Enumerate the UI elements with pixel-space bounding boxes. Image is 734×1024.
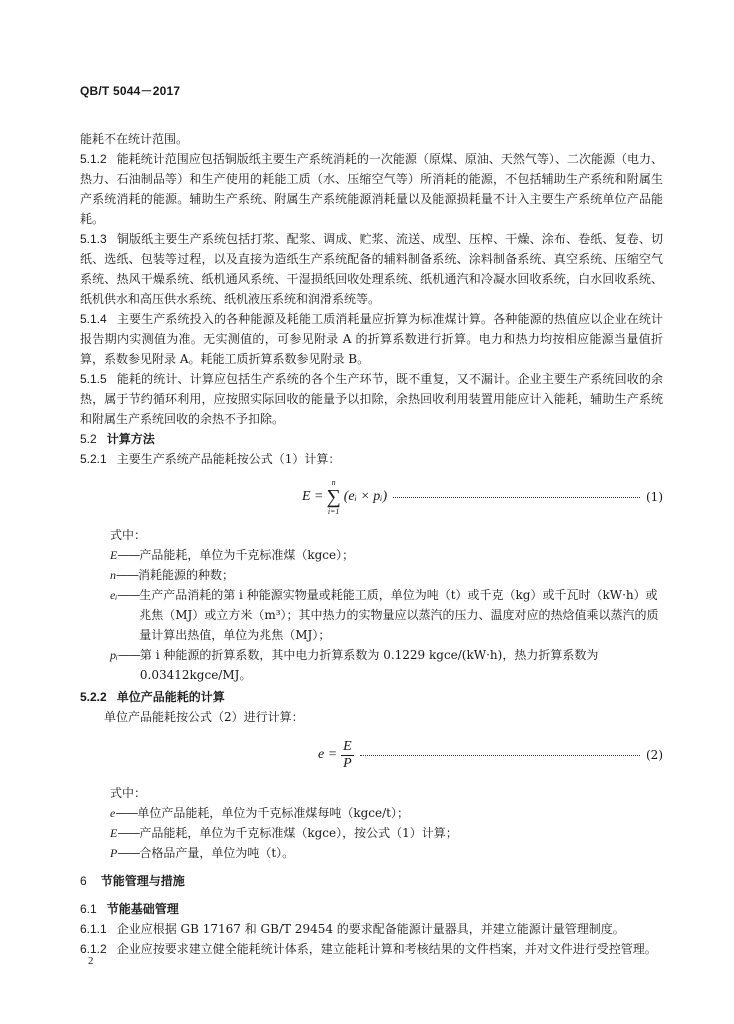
section-number: 5.2 xyxy=(80,432,97,446)
definition-dash: —— xyxy=(115,806,138,820)
formula-1-rhs: (eᵢ × pᵢ) xyxy=(343,489,388,504)
clause-6-1-2 xyxy=(80,939,663,959)
leader-dots xyxy=(360,754,640,756)
formula-1-number: (1) xyxy=(646,490,663,504)
where-block-1 xyxy=(110,525,663,685)
clause-text: 企业应根据 GB 17167 和 GB/T 29454 的要求配备能源计量器具，并建立能源计量管理制度。 xyxy=(116,922,625,936)
definition-item xyxy=(110,645,663,685)
definition-item xyxy=(110,803,663,823)
clause-5-1-2 xyxy=(80,149,663,229)
clause-number: 6.1.1 xyxy=(80,922,107,936)
definition-dash: —— xyxy=(117,846,140,860)
clause-5-2-1 xyxy=(80,449,663,469)
section-5-2-heading xyxy=(80,429,663,449)
summation-symbol: n ∑ i=1 xyxy=(326,478,341,516)
definition-text: 合格品产量，单位为吨（t）。 xyxy=(139,846,295,860)
clause-number: 5.1.5 xyxy=(80,372,107,386)
definition-item xyxy=(110,823,663,843)
formula-2-number: (2) xyxy=(646,748,663,762)
definition-dash: —— xyxy=(117,648,140,662)
formula-2 xyxy=(80,733,663,777)
clause-number: 5.1.2 xyxy=(80,152,107,166)
clause-5-1-4 xyxy=(80,309,663,369)
clause-text: 企业应按要求建立健全能耗统计体系，建立能耗计算和考核结果的文件档案，并对文件进行受控管理。 xyxy=(116,942,657,956)
formula-2-lhs: e = xyxy=(318,747,338,762)
definitions-list-1 xyxy=(110,545,663,685)
where-label: 式中： xyxy=(110,528,147,542)
definition-symbol: E xyxy=(110,548,118,562)
formula-1-lhs: E = xyxy=(302,489,324,504)
clause-text: 主要生产系统投入的各种能源及耗能工质消耗量应折算为标准煤计算。各种能源的热值应以企业在统计报告期内实测值为准。无实测值的，可参见附录 A 的折算系数进行折算。电力和热力均按相应能源当量值折算，系数参见附录 A。耗能工质折算系数参见附录 B。 xyxy=(80,312,663,366)
clause-number: 6.1.2 xyxy=(80,942,107,956)
definition-symbol: n xyxy=(110,568,116,582)
clause-text: 铜版纸主要生产系统包括打浆、配浆、调成、贮浆、流送、成型、压榨、干燥、涂布、卷纸、复卷、切纸、选纸、包装等过程，以及直接为造纸生产系统配备的辅料制备系统、涂料制备系统、真空系统、压缩空气系统、热风干燥系统、纸机通风系统、干湿损纸回收处理系统、纸机通汽和冷凝水回收系统，白水回收系统、纸机供水和高压供水系统、纸机液压系统和润滑系统等。 xyxy=(80,232,663,306)
definition-symbol: eᵢ xyxy=(110,588,118,602)
where-label: 式中： xyxy=(110,786,147,800)
clause-text: 能耗的统计、计算应包括生产系统的各个生产环节，既不重复，又不漏计。企业主要生产系统回收的余热，属于节约循环利用，应按照实际回收的能量予以扣除，余热回收利用装置用能应计入能耗，辅助生产系统和附属生产系统回收的余热不予扣除。 xyxy=(80,372,663,426)
section-title: 计算方法 xyxy=(106,432,155,446)
formula-1-expression xyxy=(302,478,387,516)
page-content xyxy=(80,129,663,959)
section-6-1-heading xyxy=(80,899,663,919)
formula-1 xyxy=(80,475,663,519)
leader-dots xyxy=(393,496,640,498)
definition-text: 第 i 种能源的折算系数，其中电力折算系数为 0.1229 kgce/(kW·h)，热力折算系数为 0.03412kgce/MJ。 xyxy=(139,648,599,682)
definition-item xyxy=(110,545,663,565)
definition-symbol: e xyxy=(110,806,116,820)
fraction xyxy=(341,739,354,772)
definition-text: 单位产品能耗，单位为千克标准煤每吨（kgce/t）； xyxy=(137,806,409,820)
intro-paragraph: 能耗不在统计范围。 xyxy=(80,132,189,146)
sum-lower-limit: i=1 xyxy=(327,507,340,516)
definition-symbol: E xyxy=(110,826,118,840)
definition-item xyxy=(110,843,663,863)
definition-dash: —— xyxy=(117,588,140,602)
clause-5-1-5 xyxy=(80,369,663,429)
definition-dash: —— xyxy=(117,548,140,562)
clause-text: 主要生产系统产品能耗按公式（1）计算： xyxy=(116,452,341,466)
fraction-numerator: E xyxy=(343,738,352,754)
clause-5-2-2-text: 单位产品能耗按公式（2）进行计算： xyxy=(104,710,304,724)
definition-text: 产品能耗，单位为千克标准煤（kgce）； xyxy=(139,548,355,562)
section-number: 6 xyxy=(80,874,87,888)
definition-dash: —— xyxy=(117,826,140,840)
sum-upper-limit: n xyxy=(331,478,336,487)
definition-dash: —— xyxy=(116,568,138,582)
standard-code-header: QB/T 5044－2017 xyxy=(80,84,181,98)
clause-5-1-3 xyxy=(80,229,663,309)
page-number: 2 xyxy=(88,955,94,967)
definition-symbol: pᵢ xyxy=(110,648,118,662)
section-number: 6.1 xyxy=(80,902,97,916)
clause-number: 5.2.2 xyxy=(80,690,107,704)
section-title: 节能管理与措施 xyxy=(100,874,185,888)
clause-number: 5.1.3 xyxy=(80,232,107,246)
section-title: 节能基础管理 xyxy=(106,902,179,916)
clause-title: 单位产品能耗的计算 xyxy=(116,690,225,704)
clause-6-1-1 xyxy=(80,919,663,939)
definition-text: 消耗能源的种数； xyxy=(138,568,235,582)
definition-symbol: P xyxy=(110,846,118,860)
definition-text: 生产产品消耗的第 i 种能源实物量或耗能工质，单位为吨（t）或千克（kg）或千瓦时（kW·h）或兆焦（MJ）或立方米（m³）；其中热力的实物量应以蒸汽的压力、温度对应的热焓值乘以蒸汽的质量计算出热值，单位为兆焦（MJ）； xyxy=(139,588,659,642)
clause-text: 能耗统计范围应包括铜版纸主要生产系统消耗的一次能源（原煤、原油、天然气等）、二次能源（电力、热力、石油制品等）和生产使用的耗能工质（水、压缩空气等）所消耗的能源，不包括辅助生产系统和附属生产系统消耗的能源。辅助生产系统、附属生产系统能源消耗量以及能源损耗量不计入主要生产系统单位产品能耗。 xyxy=(80,152,663,226)
clause-number: 5.1.4 xyxy=(80,312,107,326)
definition-item xyxy=(110,565,663,585)
definition-item xyxy=(110,585,663,645)
where-block-2 xyxy=(110,783,663,863)
section-5-2-2-heading xyxy=(80,687,663,707)
definition-text: 产品能耗，单位为千克标准煤（kgce），按公式（1）计算； xyxy=(139,826,458,840)
fraction-denominator: P xyxy=(343,755,352,771)
section-6-heading xyxy=(80,871,663,891)
formula-2-expression xyxy=(318,739,354,772)
clause-number: 5.2.1 xyxy=(80,452,107,466)
definitions-list-2 xyxy=(110,803,663,863)
